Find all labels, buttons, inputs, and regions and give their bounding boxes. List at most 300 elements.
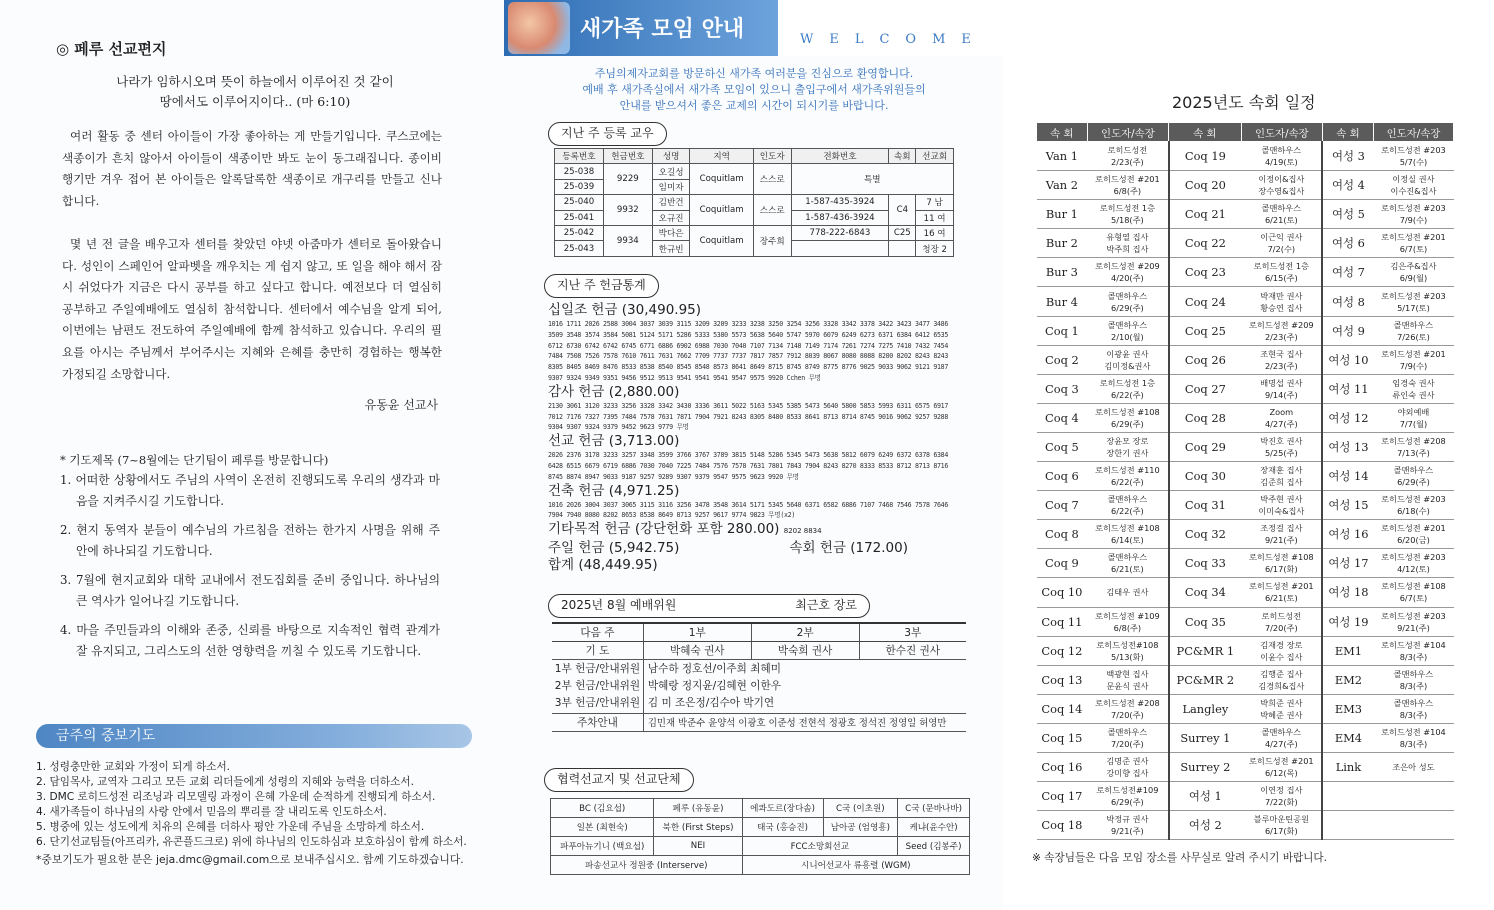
- column-header: 속회: [889, 149, 916, 164]
- cell-text: 박혜준 권사: [1260, 709, 1303, 720]
- cell-text: 8/3(주): [1399, 680, 1428, 691]
- cell-text: 조현국 집사: [1260, 348, 1303, 359]
- worship-committee-title: [548, 594, 870, 618]
- cell-text: 로히드성전 #208: [1381, 435, 1446, 446]
- column-header: 인도자/속장: [1241, 123, 1322, 142]
- cell-text: Coq 8: [1045, 527, 1079, 542]
- cell-group-name: [1322, 432, 1373, 461]
- cell-text: 김은주&집사: [1390, 261, 1437, 272]
- cell-text: 로히드성전#108: [1096, 639, 1159, 650]
- cell-group-name: [1322, 782, 1373, 811]
- table-row: [552, 659, 966, 713]
- member-name: 한규빈: [652, 241, 690, 256]
- cell-leader-info: [1241, 811, 1322, 840]
- cell-text: 6/21(토): [1264, 593, 1298, 604]
- cell-leader-info: [1373, 723, 1453, 752]
- cell-text: 콜맨하우스: [1261, 145, 1302, 156]
- cell-text: 여성 9: [1331, 323, 1365, 338]
- cell-group-name: [1322, 200, 1373, 229]
- cell-text: Coq 14: [1041, 701, 1083, 716]
- cell-group-name: [1322, 607, 1373, 636]
- cell-text: Surrey 2: [1180, 760, 1231, 775]
- cell-group-name: [1169, 723, 1242, 752]
- cell-leader-info: [1373, 491, 1453, 520]
- cell-group-name: [1037, 549, 1088, 578]
- cell-group-name: [1169, 694, 1242, 723]
- cell-text: Bur 3: [1045, 265, 1078, 280]
- cell-leader-info: [1373, 578, 1453, 607]
- cell-text: 4/20(주): [1111, 273, 1144, 284]
- cell-text: 4/12(토): [1397, 564, 1430, 575]
- cell-text: 블루마운틴공원: [1253, 814, 1309, 825]
- cell-text: 7/9(수): [1399, 215, 1428, 226]
- cell-text: 2/23(주): [1111, 157, 1144, 168]
- cell-text: 9/21(주): [1111, 826, 1144, 837]
- cell-text: 5/17(토): [1397, 302, 1430, 313]
- cell-group-name: [1037, 636, 1088, 665]
- offering-statistics: [548, 302, 958, 574]
- letter-paragraph-2: 몇 년 전 글을 배우고자 센터를 찾았던 야넷 아줌마가 센터로 돌아왔습니다. 성인이 스페인어 알파벳을 깨우치는 게 쉽지 않고, 또 일을 해야 해서 잠시 쉬었다가 지금은 다시 공부를 하고 싶다고 합니다. 예전보다 더 열심히 공부하고 주일예배에도 열심히 참석합니다. 센터에서 예수님을 알게 되어, 이번에는 남편도 전도하여 주일예배에 함께 참석하고 있습니다. 우리의 필요를 아시는 주님께서 부어주시는 지혜와 은혜를 충만히 경험하는 행복한 가정되길 소망합니다.: [62, 237, 442, 381]
- cell-group-name: [1169, 258, 1242, 287]
- usher-name: 남수하 정호선/이주희 최혜미: [647, 662, 781, 675]
- cell-text: 7/9(수): [1399, 360, 1428, 371]
- cell-leader-info: [1241, 432, 1322, 461]
- table-row: [1037, 723, 1454, 752]
- cell-text: 8/3(주): [1399, 738, 1428, 749]
- cell-text: 6/8(주): [1113, 186, 1142, 197]
- prayer-name: 박숙희 권사: [751, 641, 859, 659]
- cell-text: 로히드성전 #201: [1249, 756, 1314, 767]
- cell-text: Link: [1335, 760, 1362, 775]
- cell-group-name: [1037, 752, 1088, 781]
- cell-group-name: [1037, 520, 1088, 549]
- mission-numbers: 2026 2376 3178 3233 3257 3348 3599 3766 3767 3789 3815 5148 5286 5345 5473 5638 5812 6079 6249 6372 6378 6384 6428 6515 6679 6719 6886 7030 7040 7225 7484 7576 7578 7631 7801 7843 7904 8243 8270 8333 8533 8712 8713 8716 8745 8874 8947 9033 9187 9257 9289 9307 9379 9547 9575 9623 9920 무명: [548, 451, 949, 481]
- cell-group-name: [1322, 491, 1373, 520]
- cell-leader-info: [1373, 200, 1453, 229]
- column-header: 헌금번호: [603, 149, 652, 164]
- cell-text: 이수진&집사: [1390, 186, 1437, 197]
- cell-leader-info: [1241, 374, 1322, 403]
- cell-group-name: [1169, 316, 1242, 345]
- mission-total: 선교 헌금 (3,713.00): [548, 433, 680, 450]
- table-row: [1037, 578, 1454, 607]
- cell-leader-info: [1373, 258, 1453, 287]
- table-header-row: [1037, 123, 1454, 142]
- cell-leader-info: [1087, 520, 1168, 549]
- table-row: [1037, 316, 1454, 345]
- guide: 스스로: [753, 195, 791, 226]
- cell-text: 콜맨하우스: [1107, 726, 1148, 737]
- column-header: 인도자/속장: [1373, 123, 1453, 142]
- cell-group-name: [1169, 578, 1242, 607]
- cell-group-name: [1169, 811, 1242, 840]
- cell-text: 유형열 집사: [1106, 232, 1149, 243]
- cell-group-name: [1322, 811, 1373, 840]
- thanks-numbers: 2130 3061 3120 3233 3256 3328 3342 3430 3336 3611 5022 5163 5345 5385 5473 5640 5800 5853 5993 6311 6575 6917 7012 7176 7327 7395 7484 7578 7631 7871 7904 7921 8243 8305 8480 8533 8641 8713 8714 8745 9016 9062 9257 9288 9304 9307 9324 9379 9452 9623 9779 무명: [548, 401, 949, 432]
- cell-group-name: [1037, 432, 1088, 461]
- cell-text: 7/26(토): [1397, 331, 1430, 342]
- table-row: [1037, 200, 1454, 229]
- cell-text: 장한기 권사: [1106, 447, 1149, 458]
- cell-text: 7/20(주): [1111, 709, 1144, 720]
- table-row: [1037, 694, 1454, 723]
- parking-label: 주차안내: [552, 713, 643, 731]
- intro-line: 주님의제자교회를 방문하신 새가족 여러분을 진심으로 환영합니다.: [594, 67, 914, 80]
- cell-group-name: [1037, 723, 1088, 752]
- cell-leader-info: [1241, 462, 1322, 491]
- cell-text: Bur 1: [1045, 207, 1078, 222]
- cell-text: 5/18(주): [1111, 215, 1144, 226]
- cell-text: 여성 16: [1328, 527, 1369, 542]
- cell-text: 여성 11: [1328, 381, 1369, 396]
- worship-title-text: 2025년 8월 예배위원: [561, 598, 677, 612]
- mission-cell: FCC소망회선교: [742, 837, 898, 856]
- cell-text: 7/13(주): [1397, 447, 1430, 458]
- cell-text: 로히드성전#109: [1096, 785, 1159, 796]
- cell-text: Langley: [1182, 701, 1229, 716]
- cell-text: Coq 34: [1184, 585, 1226, 600]
- cell-group-name: [1169, 636, 1242, 665]
- column-header: 등록번호: [555, 149, 604, 164]
- intro-line: 안내를 받으셔서 좋은 교제의 시간이 되시기를 바랍니다.: [619, 99, 889, 112]
- column-header: 지역: [690, 149, 753, 164]
- cell-text: 이광윤 권사: [1106, 348, 1149, 359]
- cell-leader-info: [1373, 171, 1453, 200]
- member-name: 김반건: [652, 195, 690, 210]
- cell-text: 6/15(주): [1264, 273, 1298, 284]
- cell-text: 야외예배: [1397, 406, 1430, 417]
- cell-leader-info: [1373, 345, 1453, 374]
- table-row: [1037, 607, 1454, 636]
- cell-text: 6/21(토): [1264, 215, 1298, 226]
- reg-number: 25-038: [555, 164, 604, 179]
- table-row: [555, 164, 954, 179]
- cell-text: Coq 10: [1041, 585, 1083, 600]
- intro-line: 예배 후 새가족실에서 새가족 모임이 있으니 출입구에서 새가족위원들의: [582, 83, 926, 96]
- cell-leader-info: [1087, 723, 1168, 752]
- cell-text: 로히드성전 #108: [1095, 523, 1160, 534]
- cell-group-name: [1037, 287, 1088, 316]
- cell-group-name: [1037, 345, 1088, 374]
- cell-leader-info: [1241, 491, 1322, 520]
- cell-leader-info: [1373, 811, 1453, 840]
- table-row: [552, 623, 966, 641]
- cell-group-name: [1322, 578, 1373, 607]
- cell-text: 조은아 성도: [1392, 762, 1435, 773]
- cell-text: 로히드성전 #203: [1381, 494, 1446, 505]
- cell-text: Surrey 1: [1180, 730, 1231, 745]
- cell-text: 콜맨하우스: [1393, 465, 1434, 476]
- cell-leader-info: [1373, 549, 1453, 578]
- mission-cell: C국 (문바나바): [898, 799, 970, 818]
- prayer-label: 기 도: [552, 641, 643, 659]
- table-row: [1037, 142, 1454, 171]
- cell-text: 로히드성전 #203: [1381, 610, 1446, 621]
- hands-heart-icon: [508, 2, 570, 54]
- column-header: 인도자/속장: [1087, 123, 1168, 142]
- cell-text: 8/3(주): [1399, 709, 1428, 720]
- cell-group-name: [1322, 142, 1373, 171]
- cell-group-name: [1037, 171, 1088, 200]
- list-item: 4. 새가족들이 하나님의 사랑 안에서 믿음의 뿌리를 잘 내리도록 인도하소서.: [36, 806, 387, 818]
- cell-text: 콜맨하우스: [1393, 697, 1434, 708]
- cell-leader-info: [1373, 520, 1453, 549]
- cell-text: Coq 18: [1041, 818, 1083, 833]
- cell-group-name: [1322, 374, 1373, 403]
- cell-text: 2/23(주): [1264, 360, 1298, 371]
- cell-leader-info: [1241, 258, 1322, 287]
- cell-text: Van 1: [1045, 149, 1078, 164]
- offering-number: 9932: [603, 195, 652, 226]
- cell-leader-info: [1373, 374, 1453, 403]
- cell-text: Coq 27: [1184, 381, 1226, 396]
- cell-group-name: [1037, 578, 1088, 607]
- list-item: 1. 어떠한 상황에서도 주님의 사역이 온전히 진행되도록 우리의 생각과 마음을 지켜주시길 기도합니다.: [60, 473, 440, 508]
- cell-text: 여성 13: [1328, 439, 1369, 454]
- cell-group-name: [1037, 491, 1088, 520]
- cell-text: 여성 12: [1328, 410, 1369, 425]
- cell-leader-info: [1241, 607, 1322, 636]
- cell-text: 2/10(월): [1111, 331, 1144, 342]
- cell-text: Coq 21: [1184, 207, 1226, 222]
- cell-group-name: [1322, 287, 1373, 316]
- cell-group-name: [1169, 171, 1242, 200]
- table-row: [555, 195, 954, 210]
- usher-label: 2부 헌금/안내위원: [554, 679, 641, 692]
- cell-group-name: [1037, 200, 1088, 229]
- cell-schedule-body: [1037, 142, 1454, 840]
- cell-text: 5/7(수): [1399, 157, 1428, 168]
- cell-text: 6/8(주): [1113, 622, 1142, 633]
- cell-leader-info: [1087, 636, 1168, 665]
- region: Coquitlam: [690, 164, 753, 195]
- cell-text: 이정이&집사: [1258, 174, 1305, 185]
- cell-group-name: [1322, 549, 1373, 578]
- cell-leader-info: [1087, 432, 1168, 461]
- cell-group-name: [1169, 782, 1242, 811]
- cell-text: Coq 19: [1184, 149, 1226, 164]
- prayer-topics-list: [60, 470, 440, 670]
- column-header: 1부: [643, 623, 751, 641]
- cell-text: 9/14(주): [1264, 389, 1298, 400]
- guide: 장주희: [753, 225, 791, 256]
- cell-text: 7/22(화): [1264, 797, 1298, 808]
- cell-text: 백광현 집사: [1106, 668, 1149, 679]
- mission-cell: 파송선교사 정원중 (Interserve): [551, 856, 743, 875]
- table-row: [552, 641, 966, 659]
- verse-line: 땅에서도 이루어지이다.. (마 6:10): [159, 94, 351, 109]
- cell-text: 문윤식 권사: [1106, 680, 1149, 691]
- cell-text: 장윤모 장로: [1106, 435, 1149, 446]
- verse-line: 나라가 임하시오며 뜻이 하늘에서 이루어진 것 같이: [116, 74, 394, 89]
- cell-group-name: [1037, 229, 1088, 258]
- cell-text: Coq 33: [1184, 556, 1226, 571]
- cell-leader-info: [1373, 782, 1453, 811]
- usher-names: [643, 659, 966, 713]
- cell-group-name: [1169, 287, 1242, 316]
- cell-text: 여성 6: [1331, 236, 1365, 251]
- table-row: [555, 225, 954, 240]
- table-row: [551, 818, 970, 837]
- cell-text: Zoom: [1269, 406, 1294, 417]
- cell-text: 콜맨하우스: [1261, 726, 1302, 737]
- cell-text: 7/7(월): [1399, 418, 1428, 429]
- cell-text: 박정규 권사: [1106, 814, 1149, 825]
- cell-group-name: [1322, 636, 1373, 665]
- cell-text: 이근익 권사: [1260, 232, 1303, 243]
- cell-group-name: [1169, 462, 1242, 491]
- mission-cell: 파푸아뉴기니 (백요섭): [551, 837, 654, 856]
- cell-schedule-note: ※ 속장님들은 다음 모임 장소를 사무실로 알려 주시기 바랍니다.: [1032, 852, 1328, 864]
- cell-text: 로히드성전 #209: [1095, 261, 1160, 272]
- new-family-page: [504, 0, 1002, 910]
- list-item: 3. 7월에 현지교회와 대학 교내에서 전도집회를 준비 중입니다. 하나님의 큰 역사가 일어나길 기도합니다.: [60, 573, 440, 608]
- cell-text: 로히드성전 #201: [1381, 232, 1446, 243]
- registration-section-title: 지난 주 등록 교우: [548, 122, 667, 146]
- cell-text: 황승연 집사: [1260, 302, 1303, 313]
- cell-leader-info: [1241, 723, 1322, 752]
- cell-leader-info: [1241, 578, 1322, 607]
- cell-text: 콜맨하우스: [1261, 203, 1302, 214]
- cell-text: 6/21(토): [1111, 564, 1144, 575]
- table-row: [1037, 462, 1454, 491]
- cell-leader-info: [1373, 462, 1453, 491]
- table-row: [1037, 432, 1454, 461]
- cell-text: 류인숙 권사: [1392, 389, 1435, 400]
- cell-text: Coq 35: [1184, 614, 1226, 629]
- list-item: 2. 현지 동역자 분들이 예수님의 가르침을 전하는 한가지 사명을 위해 주 안에 하나되길 기도합니다.: [60, 523, 440, 558]
- cell-group-name: [1037, 782, 1088, 811]
- special-note: 특별: [791, 164, 953, 195]
- column-header: 2부: [751, 623, 859, 641]
- table-row: [1037, 287, 1454, 316]
- cell-leader-info: [1241, 782, 1322, 811]
- cell-text: 4/19(토): [1264, 157, 1298, 168]
- cell-schedule-table: [1036, 122, 1454, 840]
- mission-cell: NEI: [654, 837, 742, 856]
- cell-group-name: [1037, 316, 1088, 345]
- cell-leader-info: [1373, 607, 1453, 636]
- region: Coquitlam: [690, 225, 753, 256]
- column-header: 인도자: [753, 149, 791, 164]
- cell-leader-info: [1087, 316, 1168, 345]
- reg-number: 25-040: [555, 195, 604, 210]
- cell-group-name: [1322, 752, 1373, 781]
- offering-number: 9934: [603, 225, 652, 256]
- cell-leader-info: [1241, 287, 1322, 316]
- cell-text: 9/21(주): [1264, 535, 1298, 546]
- cell-leader-info: [1087, 491, 1168, 520]
- cell-group-name: [1037, 462, 1088, 491]
- cell-text: 6/7(토): [1399, 593, 1428, 604]
- cell-text: Coq 26: [1184, 352, 1226, 367]
- cell-text: Bur 2: [1045, 236, 1078, 251]
- cell-text: 로히드성전 #201: [1249, 581, 1314, 592]
- cell-text: 여성 7: [1331, 265, 1365, 280]
- cell-text: 여성 14: [1328, 469, 1369, 484]
- sunday-cell-row: [548, 540, 908, 557]
- cell-text: 김태우 권사: [1106, 587, 1149, 598]
- cell-text: Coq 31: [1184, 498, 1226, 513]
- table-row: [551, 856, 970, 875]
- cell-text: 박희준 권사: [1260, 697, 1303, 708]
- cell-text: Coq 29: [1184, 439, 1226, 454]
- cell-text: 로히드성전 #108: [1095, 406, 1160, 417]
- mission-group: 11 여: [916, 210, 954, 225]
- reg-number: 25-041: [555, 210, 604, 225]
- mission-cell: 일본 (최현숙): [551, 818, 654, 837]
- cell-leader-info: [1241, 520, 1322, 549]
- cell-text: 콜맨하우스: [1393, 319, 1434, 330]
- intercession-email-note: *중보기도가 필요한 분은 jeja.dmc@gmail.com으로 보내주십시오. 함께 기도하겠습니다.: [36, 853, 464, 866]
- cell-text: Coq 16: [1041, 760, 1083, 775]
- cell-leader-info: [1087, 229, 1168, 258]
- column-header: 속 회: [1322, 123, 1373, 142]
- table-row: [1037, 229, 1454, 258]
- cell-text: EM1: [1334, 643, 1363, 658]
- cell-text: 6/20(금): [1397, 535, 1430, 546]
- cell-group-name: [1322, 520, 1373, 549]
- cell-text: 여성 3: [1331, 149, 1365, 164]
- cell-group-name: [1169, 752, 1242, 781]
- cell-text: 2/23(주): [1264, 331, 1298, 342]
- cell-text: 6/7(토): [1399, 244, 1428, 255]
- cell-text: 배명섭 권사: [1260, 377, 1303, 388]
- cell-text: 임경숙 권사: [1392, 377, 1435, 388]
- cell-group-name: [1169, 229, 1242, 258]
- special-numbers: 8202 8834: [783, 527, 822, 536]
- cell-group-name: [1169, 549, 1242, 578]
- phone: 1-587-436-3924: [791, 210, 889, 225]
- cell-group-name: [1169, 142, 1242, 171]
- cell-text: Coq 9: [1045, 556, 1079, 571]
- cell-group-name: [1322, 229, 1373, 258]
- cell-leader-info: [1241, 142, 1322, 171]
- cell-leader-info: [1241, 694, 1322, 723]
- prayer-name: 한수진 권사: [859, 641, 966, 659]
- cell-group-name: [1169, 374, 1242, 403]
- cell-text: 여성 15: [1328, 498, 1369, 513]
- cell-leader-info: [1087, 258, 1168, 287]
- cell-leader-info: [1087, 782, 1168, 811]
- cell-group-name: [1322, 462, 1373, 491]
- cell-leader-info: [1373, 432, 1453, 461]
- table-row: [1037, 403, 1454, 432]
- cell-leader-info: [1373, 403, 1453, 432]
- cell-group-name: [1322, 345, 1373, 374]
- cell-text: 여성 2: [1188, 818, 1222, 833]
- cell-text: 로히드성전 #203: [1381, 290, 1446, 301]
- cell-text: 로히드성전 #108: [1249, 552, 1314, 563]
- new-family-title: 새가족 모임 안내: [580, 17, 745, 42]
- cell-text: 장수영&집사: [1258, 186, 1305, 197]
- table-row: [551, 799, 970, 818]
- thanks-total: 감사 헌금 (2,880.00): [548, 383, 680, 400]
- cell-text: 6/17(화): [1264, 564, 1298, 575]
- cell-text: 김행준 집사: [1260, 668, 1303, 679]
- cell-text: 7/2(수): [1267, 244, 1296, 255]
- offering-section-title: 지난 주 헌금통계: [544, 274, 659, 298]
- cell-text: 로히드성전 #203: [1381, 552, 1446, 563]
- cell-group-name: [1322, 258, 1373, 287]
- column-header: 다음 주: [552, 623, 643, 641]
- cell-text: 로히드성전 #203: [1381, 145, 1446, 156]
- mission-group: 16 여: [916, 225, 954, 240]
- cell-leader-info: [1087, 607, 1168, 636]
- cell-text: 김재경 장로: [1260, 639, 1303, 650]
- cell-text: 6/22(주): [1111, 477, 1144, 488]
- phone: [791, 241, 889, 256]
